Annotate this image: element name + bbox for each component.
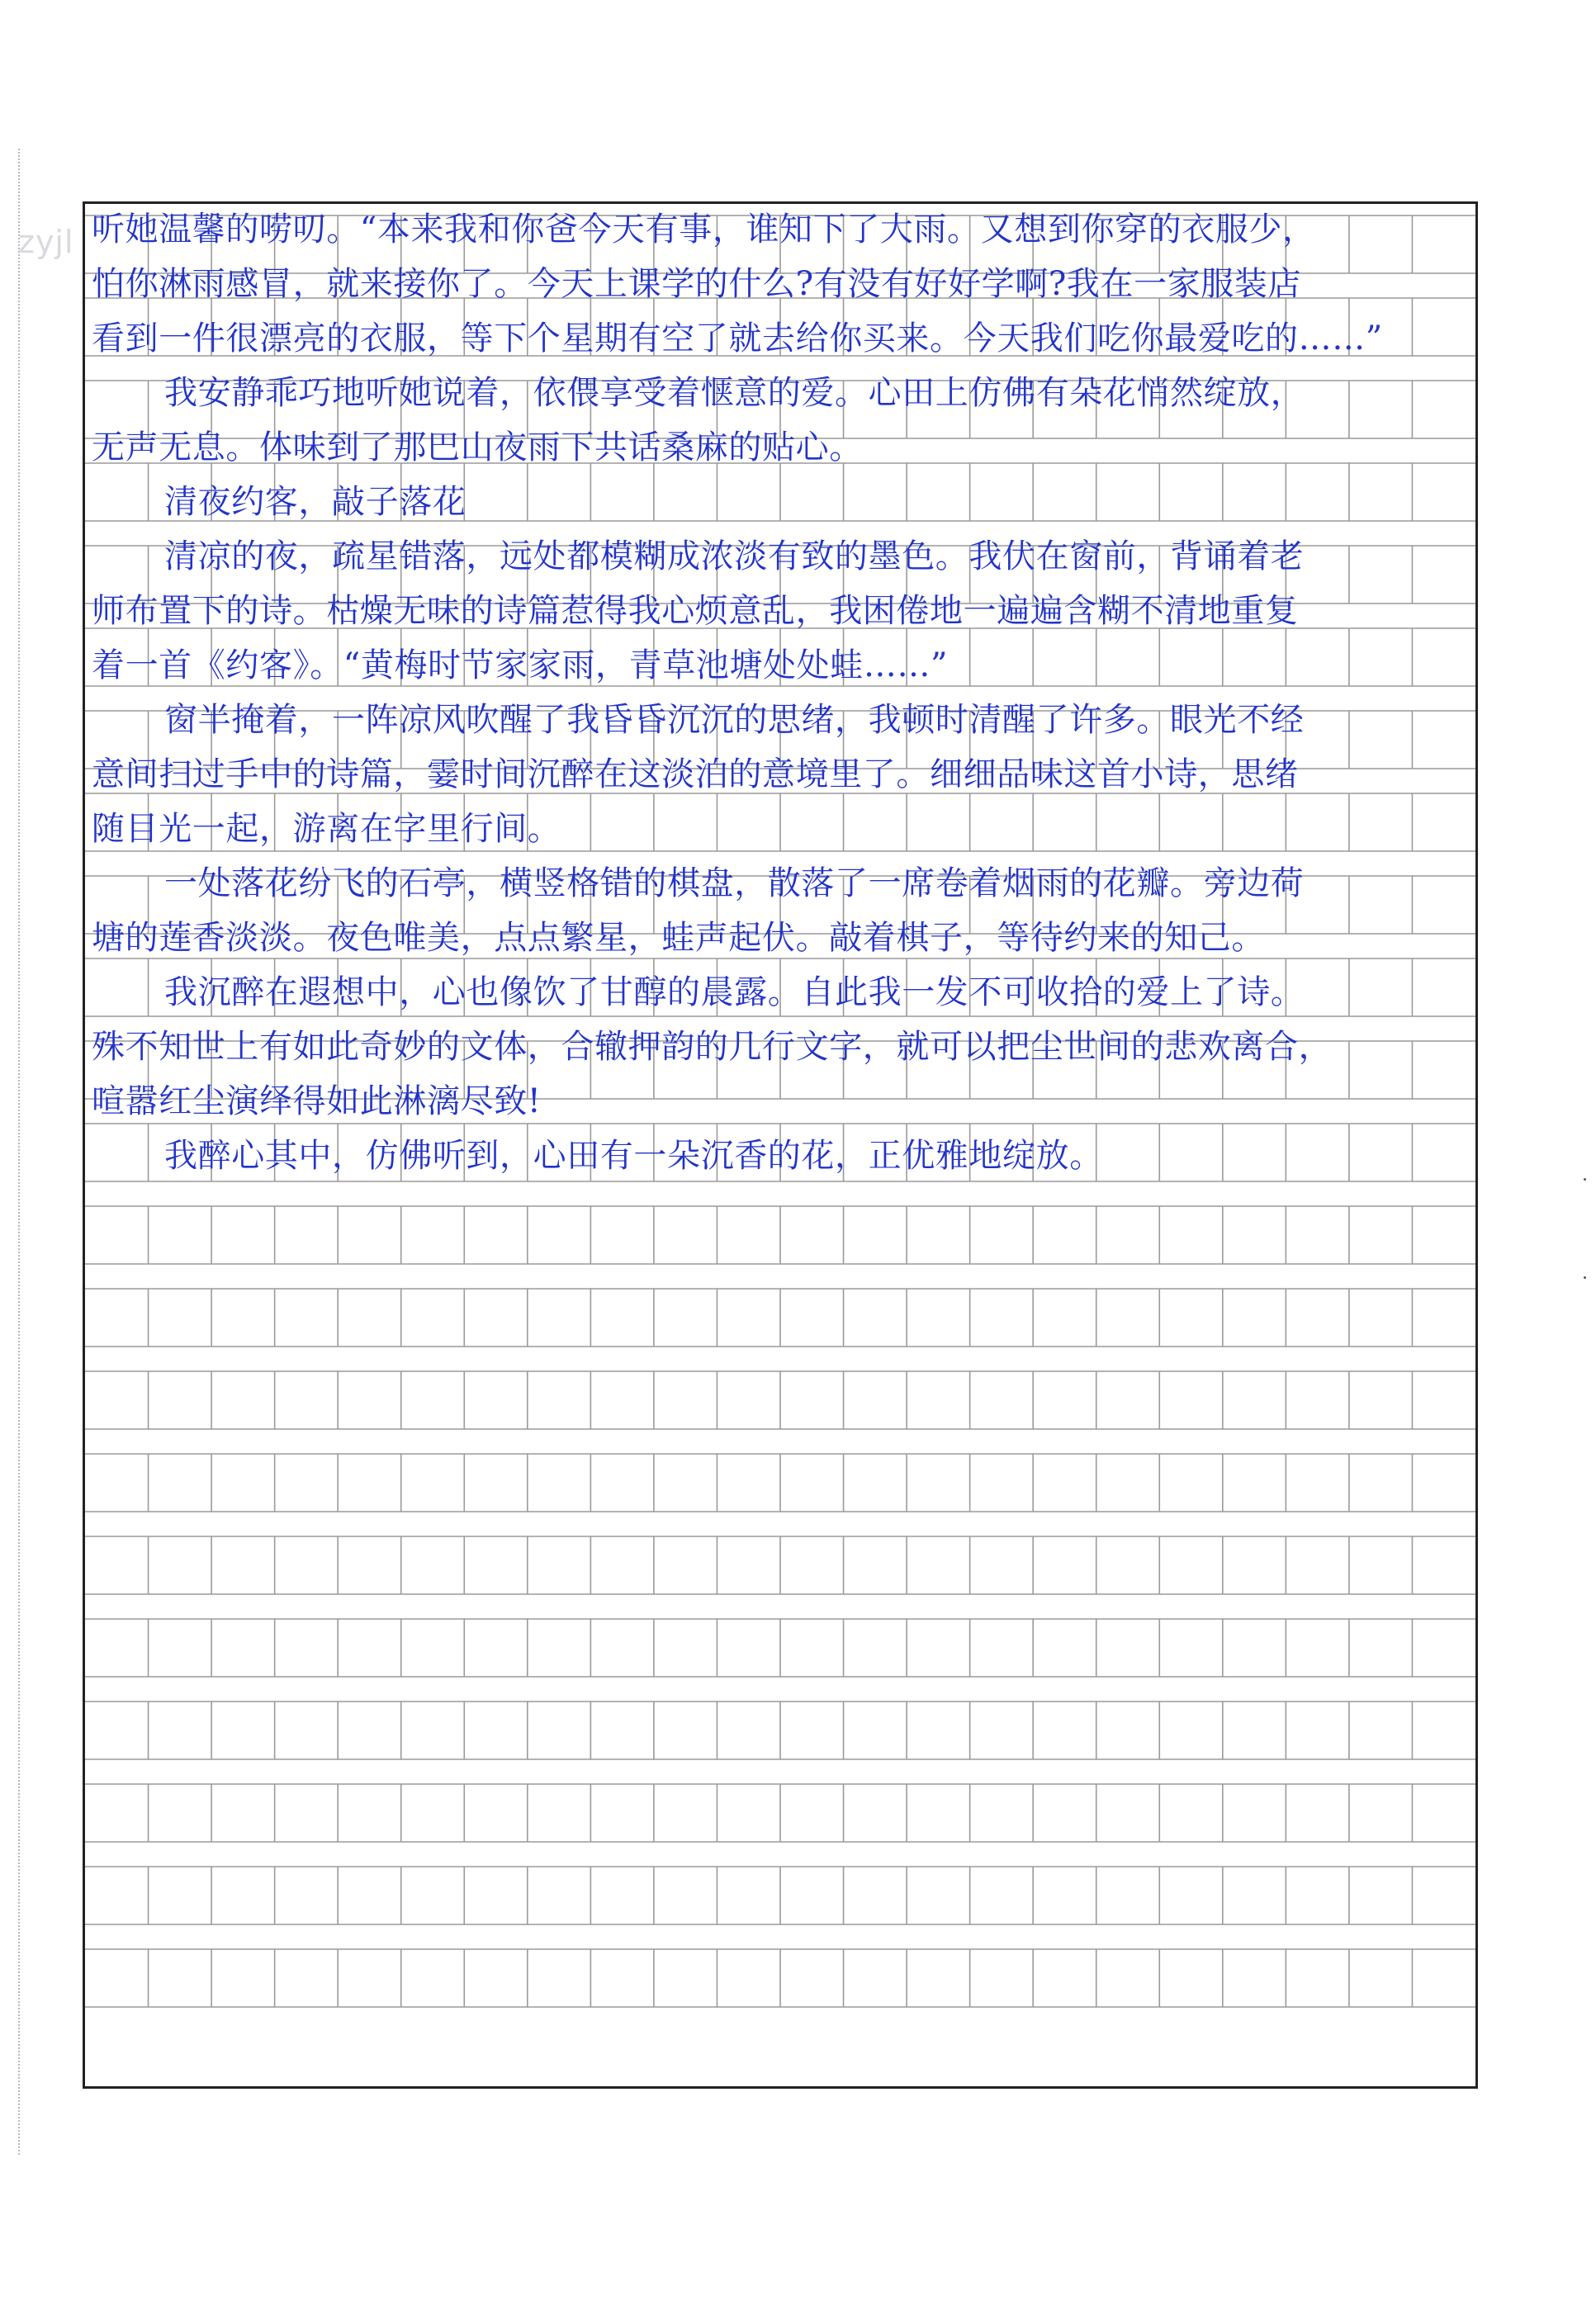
essay-line: 意间扫过手中的诗篇，霎时间沉醉在这淡泊的意境里了。细细品味这首小诗，思绪 bbox=[92, 755, 1299, 793]
composition-grid-sheet bbox=[83, 201, 1478, 2089]
essay-line: 怕你淋雨感冒，就来接你了。今天上课学的什么?有没有好好学啊?我在一家服装店 bbox=[92, 265, 1302, 303]
essay-line: 我醉心其中，仿佛听到，心田有一朵沉香的花，正优雅地绽放。 bbox=[164, 1137, 1103, 1175]
essay-line: 师布置下的诗。枯燥无味的诗篇惹得我心烦意乱，我困倦地一遍遍含糊不清地重复 bbox=[92, 592, 1299, 630]
essay-line: 窗半掩着，一阵凉风吹醒了我昏昏沉沉的思绪，我顿时清醒了许多。眼光不经 bbox=[164, 701, 1305, 739]
essay-line: 清夜约客，敲子落花 bbox=[164, 483, 466, 521]
essay-line: 清凉的夜，疏星错落，远处都模糊成浓淡有致的墨色。我伏在窗前，背诵着老 bbox=[164, 537, 1305, 575]
essay-line: 无声无息。体味到了那巴山夜雨下共话桑麻的贴心。 bbox=[92, 428, 863, 466]
essay-line: 听她温馨的唠叨。“本来我和你爸今天有事，谁知下了大雨。又想到你穿的衣服少， bbox=[92, 211, 1316, 248]
watermark: zyjl bbox=[18, 224, 74, 260]
margin-mark bbox=[1584, 1178, 1586, 1181]
essay-line: 殊不知世上有如此奇妙的文体，合辙押韵的几行文字，就可以把尘世间的悲欢离合， bbox=[92, 1028, 1333, 1066]
essay-line: 喧嚣红尘演绎得如此淋漓尽致! bbox=[92, 1082, 542, 1120]
essay-line: 一处落花纷飞的石亭，横竖格错的棋盘，散落了一席卷着烟雨的花瓣。旁边荷 bbox=[164, 864, 1305, 902]
essay-line: 着一首《约客》。“黄梅时节家家雨，青草池塘处处蛙……” bbox=[92, 646, 949, 684]
margin-mark bbox=[1584, 1276, 1586, 1279]
essay-line: 塘的莲香淡淡。夜色唯美，点点繁星，蛙声起伏。敲着棋子，等待约来的知己。 bbox=[92, 919, 1265, 957]
essay-line: 看到一件很漂亮的衣服，等下个星期有空了就去给你买来。今天我们吃你最爱吃的……” bbox=[92, 319, 1383, 357]
page-fold-edge bbox=[18, 149, 20, 2155]
essay-line: 我沉醉在遐想中，心也像饮了甘醇的晨露。自此我一发不可收拾的爱上了诗。 bbox=[164, 973, 1305, 1011]
essay-text bbox=[85, 204, 1475, 2086]
essay-line: 我安静乖巧地听她说着，依偎享受着惬意的爱。心田上仿佛有朵花悄然绽放， bbox=[164, 374, 1305, 412]
essay-line: 随目光一起，游离在字里行间。 bbox=[92, 810, 561, 848]
